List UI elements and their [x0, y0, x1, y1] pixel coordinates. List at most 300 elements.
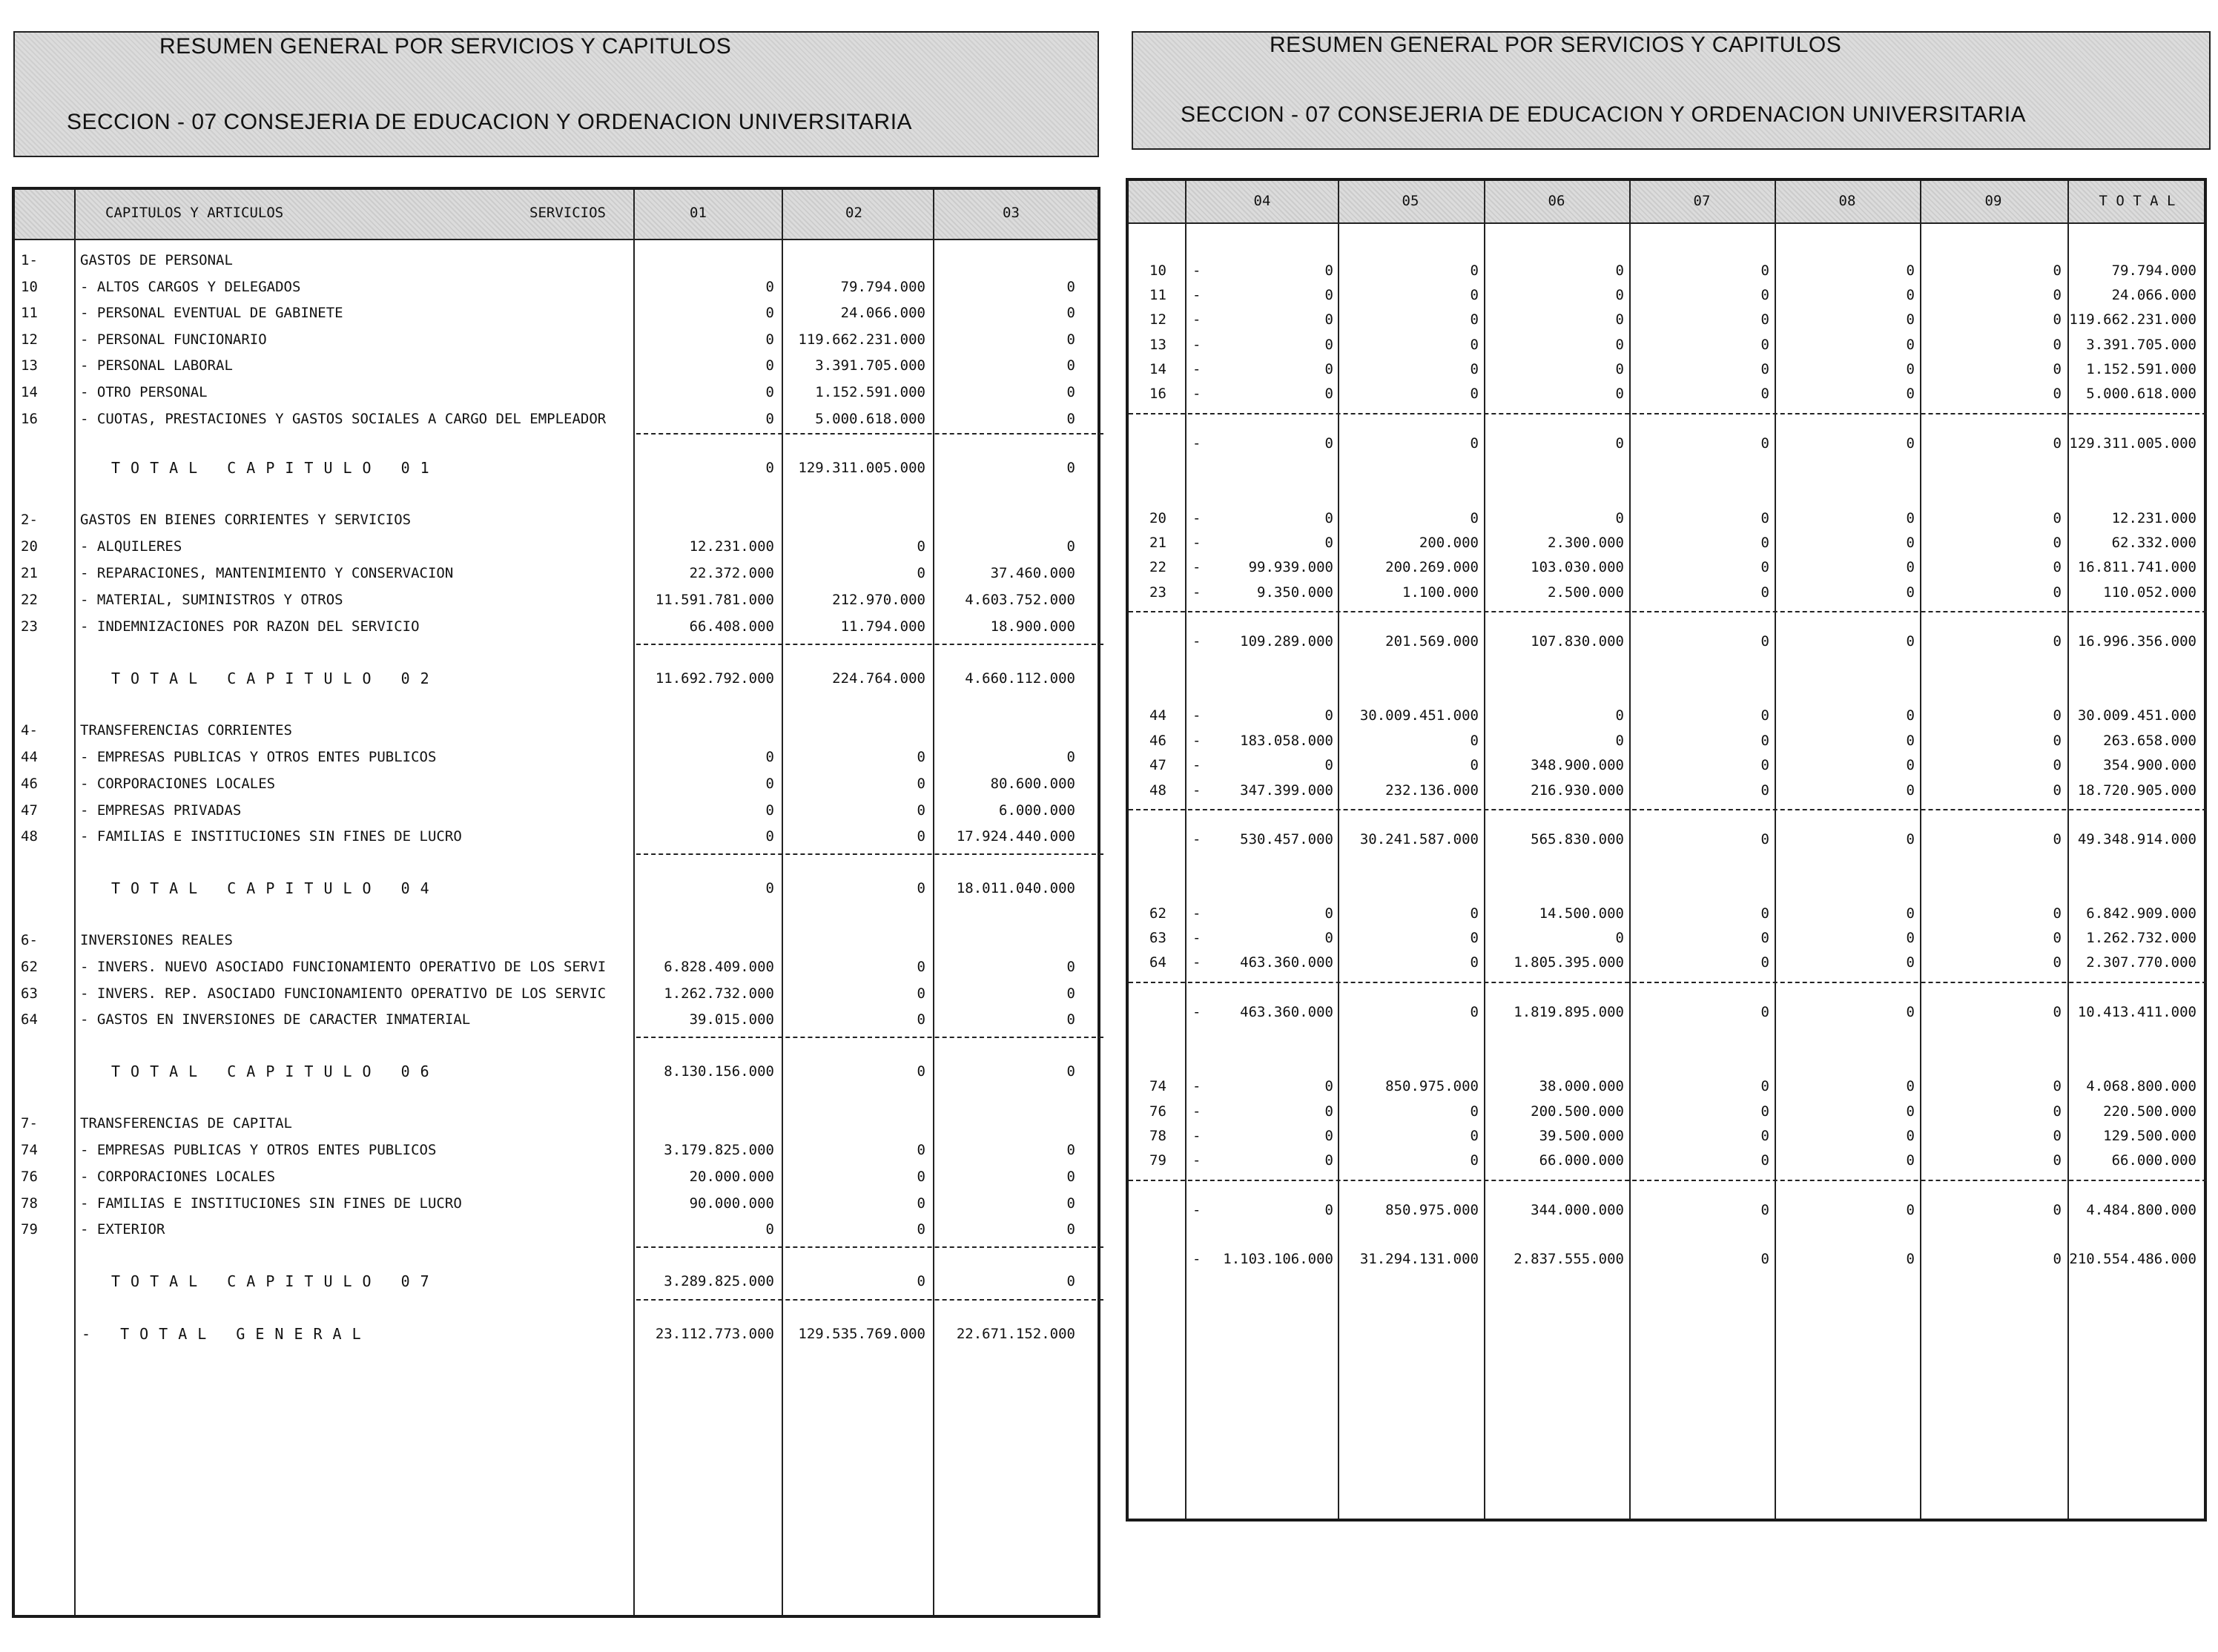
row-label: - REPARACIONES, MANTENIMIENTO Y CONSERVACION [80, 565, 454, 581]
value-cell: 0 [1066, 1273, 1075, 1289]
value-cell: 80.600.000 [990, 776, 1075, 792]
value-cell: 0 [1906, 435, 1915, 452]
value-cell: 0 [1906, 1128, 1915, 1144]
value-cell: 0 [2053, 905, 2062, 922]
value-cell: 0 [1760, 707, 1769, 724]
value-cell: 0 [2053, 1152, 2062, 1169]
left-col-divider [933, 190, 934, 1615]
value-cell: 0 [1906, 361, 1915, 377]
row-label: - CORPORACIONES LOCALES [80, 1169, 276, 1185]
value-cell: 354.900.000 [2103, 757, 2196, 773]
row-label: - GASTOS EN INVERSIONES DE CARACTER INMATERIAL [80, 1011, 471, 1028]
value-cell: 0 [765, 279, 774, 295]
row-label: - FAMILIAS E INSTITUCIONES SIN FINES DE LUCRO [80, 828, 462, 845]
left-header-section: SECCION - 07 CONSEJERIA DE EDUCACION Y ORDENACION UNIVERSITARIA [67, 110, 913, 134]
value-cell: 16.996.356.000 [2077, 633, 2196, 650]
total-divider [636, 644, 1103, 645]
value-cell: 0 [2053, 386, 2062, 402]
value-cell: 210.554.486.000 [2069, 1251, 2196, 1267]
value-cell: 850.975.000 [1385, 1078, 1479, 1094]
row-dash: - [1192, 559, 1201, 575]
value-cell: 0 [765, 1221, 774, 1238]
row-code: 47 [1149, 757, 1166, 773]
value-cell: 0 [917, 1011, 925, 1028]
row-label: - OTRO PERSONAL [80, 384, 208, 400]
row-label: - FAMILIAS E INSTITUCIONES SIN FINES DE LUCRO [80, 1195, 462, 1212]
value-cell: 0 [917, 1273, 925, 1289]
row-label: - CUOTAS, PRESTACIONES Y GASTOS SOCIALES A CARGO DEL EMPLEADOR [80, 411, 607, 427]
value-cell: 0 [1066, 460, 1075, 476]
total-divider [1129, 982, 2207, 983]
value-cell: 49.348.914.000 [2077, 831, 2196, 848]
header-col-03: 03 [1003, 205, 1020, 221]
value-cell: 0 [1470, 733, 1479, 749]
row-code: 76 [1149, 1103, 1166, 1120]
value-cell: 0 [1760, 337, 1769, 353]
value-cell: 0 [1615, 930, 1624, 946]
value-cell: 30.241.587.000 [1359, 831, 1479, 848]
value-cell: 0 [1066, 1063, 1075, 1080]
value-cell: 0 [765, 384, 774, 400]
value-cell: 62.332.000 [2111, 535, 2196, 551]
value-cell: 0 [765, 880, 774, 896]
value-cell: 0 [917, 828, 925, 845]
value-cell: 463.360.000 [1240, 1004, 1333, 1020]
value-cell: 2.300.000 [1548, 535, 1624, 551]
value-cell: 109.289.000 [1240, 633, 1333, 650]
value-cell: 10.413.411.000 [2077, 1004, 2196, 1020]
value-cell: 0 [1324, 1103, 1333, 1120]
value-cell: 0 [1760, 1004, 1769, 1020]
value-cell: 0 [917, 985, 925, 1002]
value-cell: 6.842.909.000 [2086, 905, 2196, 922]
header-col-5: 09 [1984, 193, 2002, 209]
row-label: - ALTOS CARGOS Y DELEGADOS [80, 279, 301, 295]
header-col-2: 06 [1548, 193, 1565, 209]
value-cell: 0 [2053, 311, 2062, 328]
row-dash: - [1192, 311, 1201, 328]
value-cell: 107.830.000 [1531, 633, 1624, 650]
value-cell: 200.269.000 [1385, 559, 1479, 575]
row-code: 23 [21, 618, 38, 635]
value-cell: 4.068.800.000 [2086, 1078, 2196, 1094]
value-cell: 0 [1760, 1251, 1769, 1267]
row-label: - EMPRESAS PRIVADAS [80, 802, 242, 819]
value-cell: 0 [1470, 930, 1479, 946]
value-cell: 0 [1470, 311, 1479, 328]
value-cell: 0 [1470, 510, 1479, 526]
row-code: 20 [1149, 510, 1166, 526]
value-cell: 1.819.895.000 [1514, 1004, 1624, 1020]
value-cell: 5.000.618.000 [2086, 386, 2196, 402]
left-col-divider [782, 190, 783, 1615]
right-col-divider [1775, 181, 1776, 1519]
row-code: 21 [1149, 535, 1166, 551]
value-cell: 0 [1615, 386, 1624, 402]
value-cell: 9.350.000 [1257, 584, 1333, 601]
value-cell: 0 [1615, 733, 1624, 749]
value-cell: 0 [765, 331, 774, 348]
value-cell: 0 [1906, 1202, 1915, 1218]
value-cell: 119.662.231.000 [2069, 311, 2196, 328]
value-cell: 0 [765, 802, 774, 819]
row-code: 64 [1149, 954, 1166, 971]
row-dash: - [1192, 361, 1201, 377]
value-cell: 0 [1760, 905, 1769, 922]
value-cell: 30.009.451.000 [1359, 707, 1479, 724]
value-cell: 0 [1470, 1152, 1479, 1169]
row-code: 78 [21, 1195, 38, 1212]
value-cell: 0 [917, 959, 925, 975]
chapter-total-label: TOTAL CAPITULO 01 [111, 459, 440, 477]
value-cell: 0 [1324, 1078, 1333, 1094]
value-cell: 0 [2053, 1004, 2062, 1020]
value-cell: 1.152.591.000 [2086, 361, 2196, 377]
value-cell: 0 [2053, 262, 2062, 279]
value-cell: 0 [1615, 361, 1624, 377]
value-cell: 0 [1470, 262, 1479, 279]
value-cell: 24.066.000 [840, 305, 925, 321]
value-cell: 37.460.000 [990, 565, 1075, 581]
row-code: 2- [21, 512, 38, 528]
row-dash: - [1192, 1103, 1201, 1120]
value-cell: 0 [1906, 386, 1915, 402]
row-dash: - [1192, 287, 1201, 303]
value-cell: 0 [1470, 757, 1479, 773]
value-cell: 565.830.000 [1531, 831, 1624, 848]
row-dash: - [1192, 262, 1201, 279]
value-cell: 0 [1760, 435, 1769, 452]
row-code: 79 [21, 1221, 38, 1238]
value-cell: 17.924.440.000 [956, 828, 1075, 845]
value-cell: 0 [1066, 1142, 1075, 1158]
row-code: 11 [1149, 287, 1166, 303]
value-cell: 0 [1906, 1251, 1915, 1267]
value-cell: 0 [917, 1195, 925, 1212]
value-cell: 0 [1470, 1004, 1479, 1020]
value-cell: 110.052.000 [2103, 584, 2196, 601]
value-cell: 220.500.000 [2103, 1103, 2196, 1120]
row-code: 10 [21, 279, 38, 295]
value-cell: 0 [1760, 1103, 1769, 1120]
row-code: 21 [21, 565, 38, 581]
value-cell: 0 [1906, 287, 1915, 303]
value-cell: 0 [1066, 1195, 1075, 1212]
row-code: 46 [1149, 733, 1166, 749]
value-cell: 0 [1760, 930, 1769, 946]
row-code: 44 [21, 749, 38, 765]
total-divider [1129, 809, 2207, 810]
value-cell: 1.262.732.000 [2086, 930, 2196, 946]
value-cell: 200.000 [1419, 535, 1479, 551]
row-label: - PERSONAL FUNCIONARIO [80, 331, 267, 348]
value-cell: 0 [1470, 337, 1479, 353]
value-cell: 0 [1760, 954, 1769, 971]
row-dash: - [1192, 831, 1201, 848]
value-cell: 39.015.000 [689, 1011, 774, 1028]
value-cell: 0 [917, 749, 925, 765]
row-code: 76 [21, 1169, 38, 1185]
value-cell: 22.671.152.000 [956, 1326, 1075, 1342]
value-cell: 0 [1324, 1202, 1333, 1218]
row-label: - INDEMNIZACIONES POR RAZON DEL SERVICIO [80, 618, 420, 635]
value-cell: 0 [1324, 287, 1333, 303]
value-cell: 129.311.005.000 [2069, 435, 2196, 452]
value-cell: 79.794.000 [840, 279, 925, 295]
value-cell: 0 [2053, 1078, 2062, 1094]
value-cell: 2.500.000 [1548, 584, 1624, 601]
row-code: 14 [21, 384, 38, 400]
value-cell: 0 [1324, 757, 1333, 773]
value-cell: 0 [1760, 831, 1769, 848]
value-cell: 119.662.231.000 [798, 331, 925, 348]
value-cell: 66.000.000 [1539, 1152, 1624, 1169]
row-code: 13 [21, 357, 38, 374]
value-cell: 0 [1615, 287, 1624, 303]
row-code: 74 [21, 1142, 38, 1158]
value-cell: 0 [1324, 311, 1333, 328]
row-dash: - [1192, 1004, 1201, 1020]
value-cell: 0 [2053, 782, 2062, 799]
value-cell: 0 [1906, 954, 1915, 971]
value-cell: 0 [1470, 1103, 1479, 1120]
value-cell: 0 [1760, 757, 1769, 773]
value-cell: 0 [1906, 584, 1915, 601]
row-label: TRANSFERENCIAS CORRIENTES [80, 722, 292, 739]
value-cell: 0 [1906, 930, 1915, 946]
value-cell: 3.179.825.000 [664, 1142, 774, 1158]
value-cell: 0 [1324, 1128, 1333, 1144]
row-dash: - [1192, 707, 1201, 724]
value-cell: 201.569.000 [1385, 633, 1479, 650]
row-dash: - [1192, 584, 1201, 601]
value-cell: 0 [1470, 1128, 1479, 1144]
value-cell: 0 [765, 357, 774, 374]
row-code: 62 [21, 959, 38, 975]
value-cell: 0 [1066, 1169, 1075, 1185]
row-code: 14 [1149, 361, 1166, 377]
value-cell: 18.900.000 [990, 618, 1075, 635]
value-cell: 0 [1066, 384, 1075, 400]
value-cell: 24.066.000 [2111, 287, 2196, 303]
value-cell: 11.591.781.000 [655, 592, 774, 608]
value-cell: 0 [1906, 1103, 1915, 1120]
value-cell: 0 [1066, 411, 1075, 427]
row-label: GASTOS EN BIENES CORRIENTES Y SERVICIOS [80, 512, 412, 528]
value-cell: 18.011.040.000 [956, 880, 1075, 896]
value-cell: 22.372.000 [689, 565, 774, 581]
row-dash: - [1192, 1251, 1201, 1267]
value-cell: 3.391.705.000 [815, 357, 925, 374]
value-cell: 0 [1760, 1128, 1769, 1144]
row-label: - EMPRESAS PUBLICAS Y OTROS ENTES PUBLICOS [80, 1142, 437, 1158]
left-summary-table [12, 187, 1100, 1618]
value-cell: 0 [2053, 930, 2062, 946]
header-capitulos: CAPITULOS Y ARTICULOS [105, 205, 284, 221]
value-cell: 0 [765, 749, 774, 765]
value-cell: 129.535.769.000 [798, 1326, 925, 1342]
row-dash: - [1192, 337, 1201, 353]
row-dash: - [1192, 930, 1201, 946]
value-cell: 0 [2053, 757, 2062, 773]
value-cell: 0 [1760, 262, 1769, 279]
value-cell: 0 [2053, 584, 2062, 601]
value-cell: 0 [1066, 538, 1075, 555]
value-cell: 0 [1615, 510, 1624, 526]
value-cell: 0 [2053, 831, 2062, 848]
value-cell: 0 [1470, 905, 1479, 922]
value-cell: 0 [1470, 386, 1479, 402]
row-code: 7- [21, 1115, 38, 1131]
value-cell: 129.500.000 [2103, 1128, 2196, 1144]
value-cell: 18.720.905.000 [2077, 782, 2196, 799]
value-cell: 0 [765, 460, 774, 476]
value-cell: 347.399.000 [1240, 782, 1333, 799]
value-cell: 0 [1906, 757, 1915, 773]
row-code: 13 [1149, 337, 1166, 353]
value-cell: 4.660.112.000 [965, 670, 1075, 687]
chapter-total-label: TOTAL CAPITULO 02 [111, 670, 440, 687]
row-code: 4- [21, 722, 38, 739]
value-cell: 0 [1615, 311, 1624, 328]
row-code: 48 [1149, 782, 1166, 799]
value-cell: 0 [2053, 633, 2062, 650]
value-cell: 0 [1906, 262, 1915, 279]
value-cell: 0 [917, 1169, 925, 1185]
row-dash: - [1192, 435, 1201, 452]
value-cell: 0 [1760, 1078, 1769, 1094]
row-dash: - [1192, 535, 1201, 551]
right-summary-table [1126, 178, 2207, 1522]
value-cell: 0 [2053, 435, 2062, 452]
value-cell: 0 [765, 828, 774, 845]
value-cell: 0 [1906, 337, 1915, 353]
header-col-1: 05 [1402, 193, 1419, 209]
value-cell: 0 [1760, 311, 1769, 328]
value-cell: 0 [1760, 361, 1769, 377]
right-col-divider [1338, 181, 1339, 1519]
value-cell: 2.837.555.000 [1514, 1251, 1624, 1267]
value-cell: 850.975.000 [1385, 1202, 1479, 1218]
value-cell: 212.970.000 [832, 592, 925, 608]
value-cell: 0 [917, 565, 925, 581]
value-cell: 530.457.000 [1240, 831, 1333, 848]
value-cell: 0 [2053, 707, 2062, 724]
value-cell: 232.136.000 [1385, 782, 1479, 799]
value-cell: 0 [2053, 733, 2062, 749]
value-cell: 0 [765, 305, 774, 321]
value-cell: 0 [1906, 1152, 1915, 1169]
total-divider [636, 433, 1103, 435]
chapter-total-label: TOTAL CAPITULO 04 [111, 879, 440, 897]
value-cell: 0 [1324, 510, 1333, 526]
value-cell: 0 [1760, 584, 1769, 601]
row-label: - MATERIAL, SUMINISTROS Y OTROS [80, 592, 343, 608]
value-cell: 11.794.000 [840, 618, 925, 635]
value-cell: 224.764.000 [832, 670, 925, 687]
row-code: 78 [1149, 1128, 1166, 1144]
total-divider [1129, 611, 2207, 612]
header-col-01: 01 [690, 205, 707, 221]
row-code: 16 [1149, 386, 1166, 402]
value-cell: 0 [1760, 782, 1769, 799]
value-cell: 30.009.451.000 [2077, 707, 2196, 724]
row-code: 79 [1149, 1152, 1166, 1169]
value-cell: 3.289.825.000 [664, 1273, 774, 1289]
value-cell: 90.000.000 [689, 1195, 774, 1212]
row-code: 63 [21, 985, 38, 1002]
value-cell: 0 [1906, 1004, 1915, 1020]
left-col-divider [633, 190, 635, 1615]
grand-total-label: - TOTAL GENERAL [82, 1325, 372, 1343]
total-divider [636, 1037, 1103, 1038]
value-cell: 0 [1760, 510, 1769, 526]
value-cell: 0 [1906, 633, 1915, 650]
row-code: 16 [21, 411, 38, 427]
value-cell: 5.000.618.000 [815, 411, 925, 427]
value-cell: 0 [2053, 287, 2062, 303]
value-cell: 39.500.000 [1539, 1128, 1624, 1144]
value-cell: 0 [1324, 337, 1333, 353]
value-cell: 0 [1324, 930, 1333, 946]
row-dash: - [1192, 510, 1201, 526]
value-cell: 11.692.792.000 [655, 670, 774, 687]
value-cell: 1.152.591.000 [815, 384, 925, 400]
value-cell: 0 [917, 1221, 925, 1238]
value-cell: 0 [1615, 262, 1624, 279]
value-cell: 0 [1615, 337, 1624, 353]
row-code: 74 [1149, 1078, 1166, 1094]
value-cell: 0 [1906, 782, 1915, 799]
row-label: INVERSIONES REALES [80, 932, 233, 948]
left-page-header [13, 31, 1099, 157]
row-code: 63 [1149, 930, 1166, 946]
value-cell: 0 [1906, 1078, 1915, 1094]
value-cell: 0 [1906, 510, 1915, 526]
value-cell: 0 [1324, 361, 1333, 377]
value-cell: 0 [1324, 386, 1333, 402]
row-code: 10 [1149, 262, 1166, 279]
value-cell: 31.294.131.000 [1359, 1251, 1479, 1267]
header-col-4: 08 [1838, 193, 1856, 209]
chapter-total-label: TOTAL CAPITULO 07 [111, 1272, 440, 1290]
value-cell: 0 [1906, 535, 1915, 551]
row-label: - INVERS. REP. ASOCIADO FUNCIONAMIENTO OPERATIVO DE LOS SERVIC [80, 985, 607, 1002]
value-cell: 0 [1324, 262, 1333, 279]
value-cell: 0 [765, 776, 774, 792]
row-label: - CORPORACIONES LOCALES [80, 776, 276, 792]
value-cell: 0 [2053, 1103, 2062, 1120]
value-cell: 1.100.000 [1402, 584, 1479, 601]
value-cell: 0 [1066, 279, 1075, 295]
value-cell: 0 [917, 776, 925, 792]
row-code: 46 [21, 776, 38, 792]
value-cell: 0 [1760, 1152, 1769, 1169]
value-cell: 0 [1066, 1011, 1075, 1028]
value-cell: 1.103.106.000 [1223, 1251, 1333, 1267]
value-cell: 0 [1760, 1202, 1769, 1218]
row-dash: - [1192, 1078, 1201, 1094]
row-dash: - [1192, 1152, 1201, 1169]
value-cell: 2.307.770.000 [2086, 954, 2196, 971]
header-col-6: T O T A L [2099, 193, 2176, 209]
value-cell: 38.000.000 [1539, 1078, 1624, 1094]
left-col-divider [74, 190, 76, 1615]
value-cell: 0 [2053, 1128, 2062, 1144]
value-cell: 0 [1470, 954, 1479, 971]
row-label: GASTOS DE PERSONAL [80, 252, 233, 268]
value-cell: 0 [2053, 559, 2062, 575]
